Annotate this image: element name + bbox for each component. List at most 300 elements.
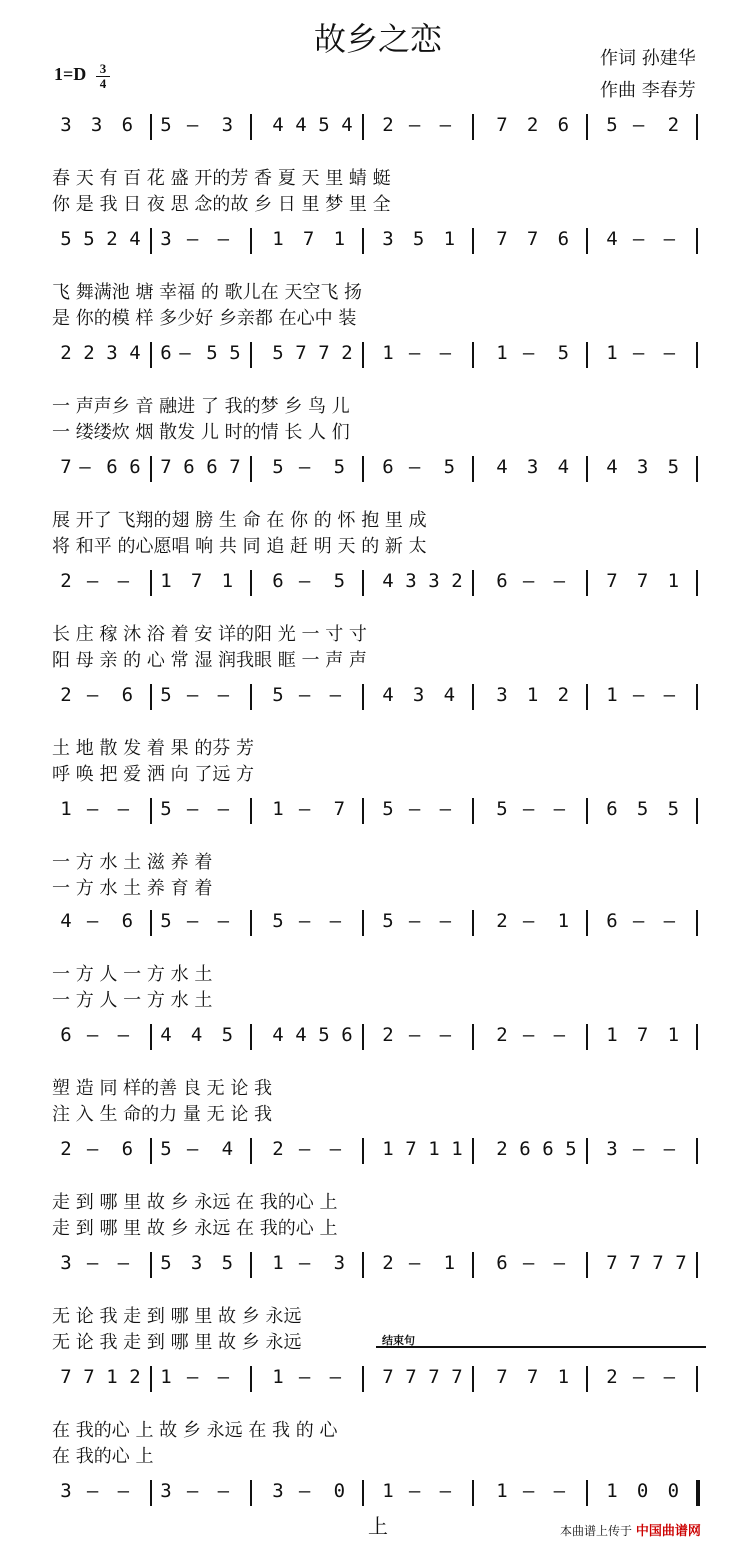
lyric-verse-2: 一 缕缕炊 烟 散发 儿 时的情 长 人 们 bbox=[52, 422, 350, 443]
barline bbox=[586, 1252, 588, 1278]
barline bbox=[150, 684, 152, 710]
duration-dash: – bbox=[298, 798, 311, 820]
lyric-verse-1: 在 我的心 上 故 乡 永远 在 我 的 心 bbox=[52, 1420, 338, 1441]
score-note: 1 bbox=[557, 1366, 570, 1388]
barline bbox=[362, 1366, 364, 1392]
score-note: 1 bbox=[443, 228, 456, 250]
barline bbox=[362, 456, 364, 482]
barline bbox=[472, 1024, 474, 1050]
barline bbox=[250, 570, 252, 596]
score-note: 7 bbox=[652, 1252, 664, 1274]
duration-dash: – bbox=[632, 910, 645, 932]
barline bbox=[250, 798, 252, 824]
score-note: 3 bbox=[160, 1480, 172, 1502]
duration-dash: – bbox=[553, 1252, 566, 1274]
score-note: 5 bbox=[221, 1252, 234, 1274]
duration-dash: – bbox=[632, 1138, 645, 1160]
barline bbox=[696, 1138, 698, 1164]
duration-dash: – bbox=[298, 1480, 311, 1502]
score-note: 7 bbox=[636, 1024, 649, 1046]
score-note: 3 bbox=[405, 570, 417, 592]
barline bbox=[150, 228, 152, 254]
score-note: 4 bbox=[295, 114, 307, 136]
score-note: 6 bbox=[341, 1024, 353, 1046]
barline bbox=[696, 1252, 698, 1278]
barline bbox=[586, 342, 588, 368]
duration-dash: – bbox=[632, 684, 645, 706]
barline bbox=[150, 1480, 152, 1506]
barline bbox=[696, 910, 698, 936]
score-note: 7 bbox=[295, 342, 307, 364]
score-note: 6 bbox=[121, 114, 134, 136]
score-note: 2 bbox=[341, 342, 353, 364]
duration-dash: – bbox=[408, 1024, 421, 1046]
duration-dash: – bbox=[553, 1024, 566, 1046]
barline bbox=[472, 684, 474, 710]
duration-dash: – bbox=[79, 456, 91, 478]
duration-dash: – bbox=[632, 228, 645, 250]
score-note: 2 bbox=[451, 570, 463, 592]
duration-dash: – bbox=[298, 456, 311, 478]
duration-dash: – bbox=[439, 1480, 452, 1502]
score-note: 4 bbox=[60, 910, 72, 932]
barline bbox=[362, 1138, 364, 1164]
duration-dash: – bbox=[553, 570, 566, 592]
score-note: 6 bbox=[121, 684, 134, 706]
duration-dash: – bbox=[329, 1138, 342, 1160]
score-note: 6 bbox=[272, 570, 284, 592]
score-note: 7 bbox=[190, 570, 203, 592]
barline bbox=[362, 570, 364, 596]
lyric-verse-1: 一 声声乡 音 融进 了 我的梦 乡 鸟 儿 bbox=[52, 396, 350, 417]
score-note: 1 bbox=[496, 1480, 508, 1502]
barline bbox=[362, 1024, 364, 1050]
score-system bbox=[0, 1136, 756, 1254]
barline bbox=[150, 1138, 152, 1164]
score-note: 1 bbox=[272, 1252, 284, 1274]
barline bbox=[362, 114, 364, 140]
barline bbox=[472, 342, 474, 368]
score-note: 5 bbox=[636, 798, 649, 820]
score-note: 2 bbox=[60, 342, 72, 364]
lyric-verse-1: 走 到 哪 里 故 乡 永远 在 我的心 上 bbox=[52, 1192, 338, 1213]
duration-dash: – bbox=[86, 1252, 99, 1274]
duration-dash: – bbox=[522, 1252, 535, 1274]
duration-dash: – bbox=[117, 1252, 130, 1274]
score-note: 3 bbox=[106, 342, 118, 364]
score-note: 7 bbox=[428, 1366, 440, 1388]
score-note: 0 bbox=[667, 1480, 680, 1502]
score-note: 2 bbox=[382, 1252, 394, 1274]
score-note: 7 bbox=[606, 1252, 618, 1274]
score-note: 7 bbox=[496, 1366, 508, 1388]
duration-dash: – bbox=[86, 798, 99, 820]
score-note: 1 bbox=[60, 798, 72, 820]
score-note: 6 bbox=[121, 1138, 134, 1160]
duration-dash: – bbox=[439, 114, 452, 136]
duration-dash: – bbox=[186, 684, 199, 706]
score-note: 3 bbox=[496, 684, 508, 706]
duration-dash: – bbox=[553, 798, 566, 820]
duration-dash: – bbox=[86, 684, 99, 706]
score-note: 1 bbox=[443, 1252, 456, 1274]
score-note: 1 bbox=[382, 1138, 394, 1160]
barline bbox=[472, 1252, 474, 1278]
score-note: 0 bbox=[636, 1480, 649, 1502]
duration-dash: – bbox=[632, 114, 645, 136]
duration-dash: – bbox=[186, 798, 199, 820]
duration-dash: – bbox=[329, 1366, 342, 1388]
score-note: 1 bbox=[272, 798, 284, 820]
duration-dash: – bbox=[298, 1138, 311, 1160]
score-system bbox=[0, 908, 756, 1026]
duration-dash: – bbox=[298, 570, 311, 592]
score-note: 3 bbox=[160, 228, 172, 250]
score-note: 5 bbox=[160, 910, 172, 932]
lyric-verse-2: 一 方 水 土 养 育 着 bbox=[52, 878, 213, 899]
score-note: 7 bbox=[229, 456, 241, 478]
score-note: 2 bbox=[106, 228, 118, 250]
score-note: 3 bbox=[60, 114, 72, 136]
score-note: 4 bbox=[382, 684, 394, 706]
score-note: 7 bbox=[405, 1366, 417, 1388]
score-note: 0 bbox=[333, 1480, 346, 1502]
score-note: 5 bbox=[318, 1024, 330, 1046]
barline bbox=[250, 1366, 252, 1392]
score-note: 1 bbox=[526, 684, 539, 706]
lyric-verse-1: 展 开了 飞翔的翅 膀 生 命 在 你 的 怀 抱 里 成 bbox=[52, 510, 427, 531]
score-note: 7 bbox=[382, 1366, 394, 1388]
barline bbox=[250, 1138, 252, 1164]
score-note: 7 bbox=[629, 1252, 641, 1274]
score-note: 5 bbox=[333, 570, 346, 592]
meter-denominator: 4 bbox=[99, 76, 107, 91]
barline bbox=[250, 342, 252, 368]
score-note: 7 bbox=[405, 1138, 417, 1160]
barline bbox=[150, 1024, 152, 1050]
duration-dash: – bbox=[522, 342, 535, 364]
score-note: 1 bbox=[272, 228, 284, 250]
score-note: 3 bbox=[382, 228, 394, 250]
score-note: 4 bbox=[557, 456, 570, 478]
duration-dash: – bbox=[186, 228, 199, 250]
score-note: 7 bbox=[451, 1366, 463, 1388]
barline bbox=[362, 910, 364, 936]
barline bbox=[586, 114, 588, 140]
score-note: 1 bbox=[160, 570, 172, 592]
duration-dash: – bbox=[439, 342, 452, 364]
score-note: 2 bbox=[606, 1366, 618, 1388]
duration-dash: – bbox=[408, 456, 421, 478]
lyric-verse-1: 飞 舞满池 塘 幸福 的 歌儿在 天空飞 扬 bbox=[52, 282, 363, 303]
score-note: 6 bbox=[129, 456, 141, 478]
score-note: 5 bbox=[412, 228, 425, 250]
score-note: 7 bbox=[496, 228, 508, 250]
barline bbox=[586, 1024, 588, 1050]
score-note: 1 bbox=[667, 570, 680, 592]
duration-dash: – bbox=[522, 798, 535, 820]
score-note: 7 bbox=[606, 570, 618, 592]
lyric-verse-2: 无 论 我 走 到 哪 里 故 乡 永远 bbox=[52, 1332, 302, 1353]
score-note: 1 bbox=[606, 1024, 618, 1046]
score-note: 4 bbox=[160, 1024, 172, 1046]
barline bbox=[150, 456, 152, 482]
score-note: 5 bbox=[318, 114, 330, 136]
score-note: 6 bbox=[557, 228, 570, 250]
barline bbox=[362, 1480, 364, 1506]
score-note: 2 bbox=[496, 1024, 508, 1046]
barline bbox=[250, 1024, 252, 1050]
barline bbox=[150, 114, 152, 140]
score-note: 1 bbox=[221, 570, 234, 592]
score-note: 5 bbox=[606, 114, 618, 136]
barline bbox=[362, 228, 364, 254]
score-note: 2 bbox=[272, 1138, 284, 1160]
score-note: 1 bbox=[606, 342, 618, 364]
song-title: 故乡之恋 bbox=[313, 20, 442, 58]
score-note: 5 bbox=[206, 342, 218, 364]
barline bbox=[586, 798, 588, 824]
score-note: 7 bbox=[636, 570, 649, 592]
barline bbox=[250, 684, 252, 710]
duration-dash: – bbox=[408, 910, 421, 932]
duration-dash: – bbox=[439, 910, 452, 932]
duration-dash: – bbox=[186, 1480, 199, 1502]
lyric-verse-1: 土 地 散 发 着 果 的芬 芳 bbox=[52, 738, 255, 759]
score-note: 2 bbox=[60, 1138, 72, 1160]
duration-dash: – bbox=[298, 1252, 311, 1274]
time-signature bbox=[96, 62, 110, 91]
score-note: 5 bbox=[667, 456, 680, 478]
score-note: 3 bbox=[60, 1252, 72, 1274]
barline bbox=[250, 1252, 252, 1278]
score-note: 2 bbox=[382, 1024, 394, 1046]
duration-dash: – bbox=[186, 1366, 199, 1388]
final-lyric: 上 bbox=[368, 1514, 388, 1538]
coda-label: 结束句 bbox=[382, 1334, 415, 1347]
score-note: 4 bbox=[382, 570, 394, 592]
score-note: 5 bbox=[160, 1252, 172, 1274]
score-note: 4 bbox=[606, 456, 618, 478]
score-note: 1 bbox=[333, 228, 346, 250]
barline bbox=[696, 342, 698, 368]
score-system bbox=[0, 226, 756, 344]
score-note: 5 bbox=[382, 798, 394, 820]
barline bbox=[472, 910, 474, 936]
barline bbox=[586, 570, 588, 596]
duration-dash: – bbox=[86, 1024, 99, 1046]
score-note: 5 bbox=[496, 798, 508, 820]
duration-dash: – bbox=[408, 798, 421, 820]
score-note: 4 bbox=[272, 1024, 284, 1046]
score-system bbox=[0, 1364, 756, 1482]
score-note: 3 bbox=[60, 1480, 72, 1502]
score-note: 1 bbox=[606, 684, 618, 706]
duration-dash: – bbox=[186, 1138, 199, 1160]
barline bbox=[472, 114, 474, 140]
barline bbox=[472, 570, 474, 596]
score-note: 2 bbox=[129, 1366, 141, 1388]
score-note: 1 bbox=[606, 1480, 618, 1502]
score-note: 4 bbox=[606, 228, 618, 250]
duration-dash: – bbox=[408, 1252, 421, 1274]
lyric-verse-1: 春 天 有 百 花 盛 开的芳 香 夏 天 里 蜻 蜓 bbox=[52, 168, 391, 189]
score-note: 7 bbox=[526, 228, 539, 250]
score-note: 7 bbox=[60, 456, 72, 478]
score-note: 5 bbox=[565, 1138, 577, 1160]
score-note: 2 bbox=[60, 684, 72, 706]
score-system bbox=[0, 796, 756, 914]
score-note: 2 bbox=[667, 114, 680, 136]
duration-dash: – bbox=[217, 228, 230, 250]
score-note: 5 bbox=[160, 1138, 172, 1160]
duration-dash: – bbox=[663, 910, 676, 932]
score-note: 3 bbox=[636, 456, 649, 478]
duration-dash: – bbox=[522, 1480, 535, 1502]
lyric-verse-2: 阳 母 亲 的 心 常 湿 润我眼 眶 一 声 声 bbox=[52, 650, 367, 671]
duration-dash: – bbox=[408, 1480, 421, 1502]
duration-dash: – bbox=[186, 114, 199, 136]
score-note: 4 bbox=[496, 456, 508, 478]
score-note: 3 bbox=[190, 1252, 203, 1274]
barline bbox=[150, 1252, 152, 1278]
barline bbox=[362, 1252, 364, 1278]
barline bbox=[586, 1138, 588, 1164]
score-note: 7 bbox=[526, 1366, 539, 1388]
lyric-verse-1: 无 论 我 走 到 哪 里 故 乡 永远 bbox=[52, 1306, 302, 1327]
duration-dash: – bbox=[298, 1366, 311, 1388]
score-system bbox=[0, 1022, 756, 1140]
duration-dash: – bbox=[663, 1138, 676, 1160]
score-note: 3 bbox=[221, 114, 234, 136]
score-note: 5 bbox=[272, 456, 284, 478]
score-note: 1 bbox=[382, 342, 394, 364]
duration-dash: – bbox=[298, 910, 311, 932]
score-note: 3 bbox=[428, 570, 440, 592]
barline bbox=[696, 228, 698, 254]
score-note: 5 bbox=[272, 342, 284, 364]
score-note: 6 bbox=[519, 1138, 531, 1160]
score-note: 5 bbox=[160, 114, 172, 136]
score-note: 1 bbox=[106, 1366, 118, 1388]
duration-dash: – bbox=[117, 1480, 130, 1502]
score-note: 6 bbox=[382, 456, 394, 478]
lyric-verse-1: 一 方 人 一 方 水 土 bbox=[52, 964, 213, 985]
duration-dash: – bbox=[86, 1138, 99, 1160]
coda-bracket bbox=[376, 1346, 706, 1356]
duration-dash: – bbox=[186, 910, 199, 932]
score-note: 4 bbox=[341, 114, 353, 136]
lyric-verse-2: 注 入 生 命的力 量 无 论 我 bbox=[52, 1104, 273, 1125]
duration-dash: – bbox=[663, 1366, 676, 1388]
score-note: 6 bbox=[60, 1024, 72, 1046]
duration-dash: – bbox=[217, 910, 230, 932]
barline bbox=[472, 798, 474, 824]
score-note: 6 bbox=[121, 910, 134, 932]
duration-dash: – bbox=[217, 1480, 230, 1502]
barline bbox=[250, 228, 252, 254]
meter-numerator: 3 bbox=[96, 62, 110, 77]
score-note: 5 bbox=[60, 228, 72, 250]
lyric-verse-2: 呼 唤 把 爱 洒 向 了远 方 bbox=[52, 764, 255, 785]
score-note: 5 bbox=[443, 456, 456, 478]
score-note: 1 bbox=[160, 1366, 172, 1388]
barline bbox=[362, 798, 364, 824]
score-note: 5 bbox=[557, 342, 570, 364]
duration-dash: – bbox=[439, 1024, 452, 1046]
barline bbox=[696, 456, 698, 482]
score-note: 4 bbox=[129, 228, 141, 250]
score-note: 5 bbox=[667, 798, 680, 820]
score-note: 2 bbox=[496, 910, 508, 932]
score-note: 5 bbox=[221, 1024, 234, 1046]
score-system bbox=[0, 682, 756, 800]
lyric-verse-1: 长 庄 稼 沐 浴 着 安 详的阳 光 一 寸 寸 bbox=[52, 624, 367, 645]
score-note: 7 bbox=[83, 1366, 95, 1388]
score-note: 2 bbox=[557, 684, 570, 706]
footer-text: 本曲谱上传于 bbox=[560, 1524, 633, 1538]
score-note: 1 bbox=[382, 1480, 394, 1502]
duration-dash: – bbox=[663, 228, 676, 250]
barline bbox=[696, 798, 698, 824]
duration-dash: – bbox=[632, 1366, 645, 1388]
barline bbox=[472, 1366, 474, 1392]
lyric-verse-2: 一 方 人 一 方 水 土 bbox=[52, 990, 213, 1011]
duration-dash: – bbox=[117, 570, 130, 592]
score-note: 2 bbox=[60, 570, 72, 592]
score-note: 6 bbox=[496, 570, 508, 592]
score-note: 7 bbox=[675, 1252, 687, 1274]
score-note: 1 bbox=[272, 1366, 284, 1388]
score-note: 6 bbox=[106, 456, 118, 478]
score-system bbox=[0, 568, 756, 686]
score-note: 7 bbox=[160, 456, 172, 478]
duration-dash: – bbox=[217, 684, 230, 706]
score-note: 4 bbox=[129, 342, 141, 364]
duration-dash: – bbox=[632, 342, 645, 364]
score-note: 7 bbox=[60, 1366, 72, 1388]
barline bbox=[150, 910, 152, 936]
score-note: 5 bbox=[272, 910, 284, 932]
barline bbox=[696, 1480, 700, 1506]
duration-dash: – bbox=[329, 910, 342, 932]
score-note: 1 bbox=[496, 342, 508, 364]
score-system bbox=[0, 112, 756, 230]
barline bbox=[250, 114, 252, 140]
duration-dash: – bbox=[408, 114, 421, 136]
barline bbox=[362, 342, 364, 368]
composer-credit: 作曲 李春芳 bbox=[600, 80, 696, 101]
duration-dash: – bbox=[117, 798, 130, 820]
key-signature: 1=D bbox=[54, 64, 87, 84]
barline bbox=[150, 570, 152, 596]
score-note: 4 bbox=[443, 684, 456, 706]
score-note: 7 bbox=[496, 114, 508, 136]
barline bbox=[696, 1366, 698, 1392]
score-note: 6 bbox=[542, 1138, 554, 1160]
score-note: 6 bbox=[557, 114, 570, 136]
duration-dash: – bbox=[329, 684, 342, 706]
barline bbox=[586, 1480, 588, 1506]
barline bbox=[586, 684, 588, 710]
duration-dash: – bbox=[663, 342, 676, 364]
duration-dash: – bbox=[179, 342, 191, 364]
score-note: 6 bbox=[160, 342, 172, 364]
lyric-verse-2: 走 到 哪 里 故 乡 永远 在 我的心 上 bbox=[52, 1218, 338, 1239]
lyric-verse-2: 是 你的模 样 多少好 乡亲都 在心中 装 bbox=[52, 308, 357, 329]
barline bbox=[150, 342, 152, 368]
score-note: 4 bbox=[221, 1138, 234, 1160]
